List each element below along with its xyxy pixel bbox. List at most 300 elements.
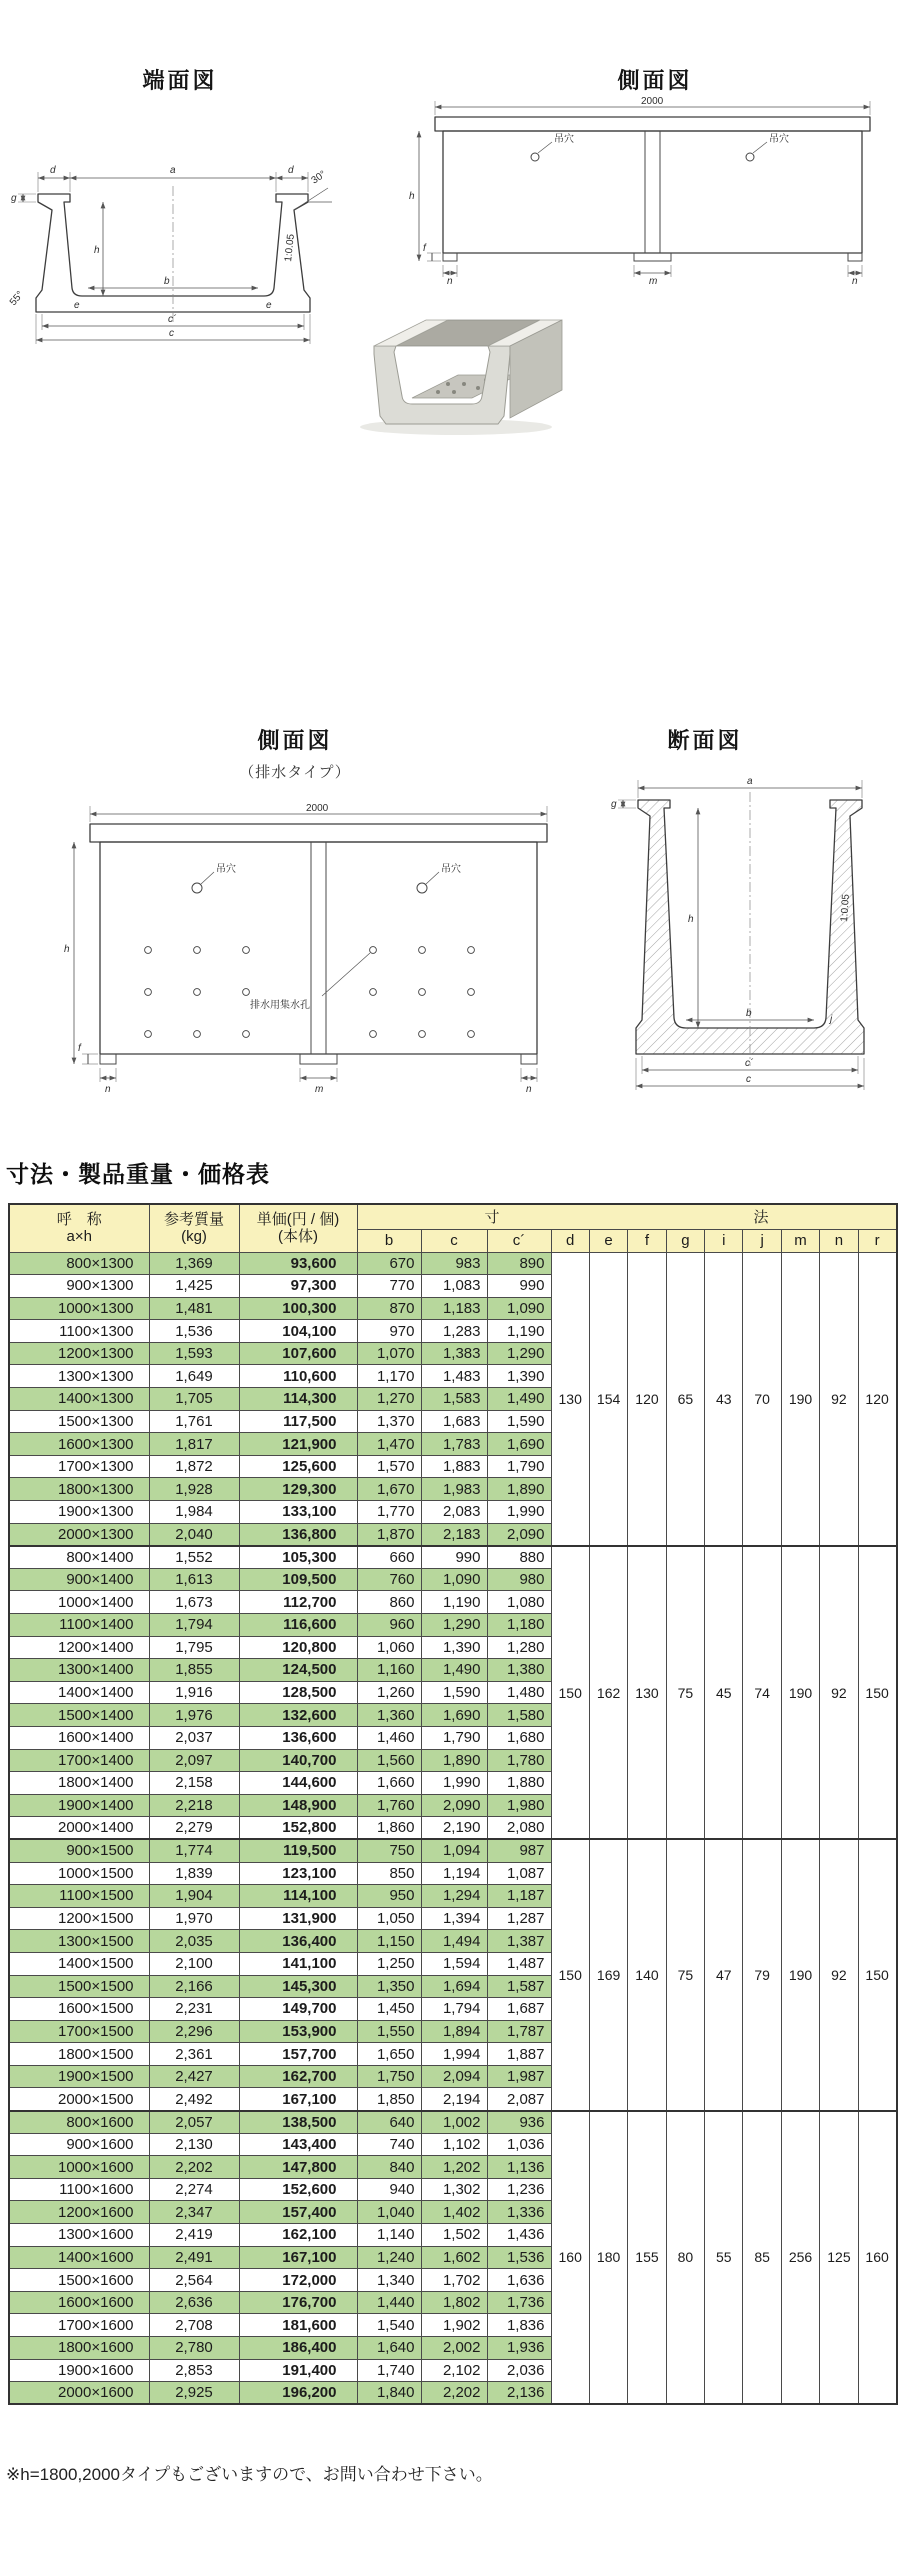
price-cell: 131,900 (239, 1907, 357, 1930)
dim-b-cell: 1,160 (357, 1659, 421, 1682)
dim-b-cell: 1,660 (357, 1772, 421, 1795)
mass-cell: 1,976 (149, 1704, 239, 1727)
mass-cell: 2,492 (149, 2088, 239, 2111)
table-title: 寸法・製品重量・価格表 (6, 1161, 270, 1187)
group-dim-cell-g: 80 (666, 2111, 704, 2405)
mass-cell: 2,035 (149, 1930, 239, 1953)
dim-b-cell: 1,250 (357, 1952, 421, 1975)
mass-cell: 2,130 (149, 2133, 239, 2156)
name-cell: 1000×1300 (9, 1297, 149, 1320)
col-header-dim-e: e (589, 1229, 627, 1252)
dim-b-cell: 1,370 (357, 1410, 421, 1433)
length-2000-label: 2000 (306, 803, 329, 814)
dim-cprime-cell: 1,990 (487, 1501, 551, 1524)
dim-b-cell: 960 (357, 1614, 421, 1637)
dim-c-cell: 1,594 (421, 1952, 487, 1975)
group-dim-cell-d: 150 (551, 1546, 589, 1840)
lifting-hole-label-left: 吊穴 (554, 134, 574, 145)
name-cell: 1800×1600 (9, 2337, 149, 2360)
dim-label-e-right: e (266, 300, 272, 311)
dim-c-cell: 2,202 (421, 2382, 487, 2405)
name-cell: 1400×1600 (9, 2246, 149, 2269)
drain-side-view-title: 側面図 (257, 728, 333, 753)
mass-cell: 2,708 (149, 2314, 239, 2337)
dim-c-cell: 1,494 (421, 1930, 487, 1953)
price-cell: 133,100 (239, 1501, 357, 1524)
price-cell: 152,600 (239, 2178, 357, 2201)
angle-55-label: 55° (8, 289, 27, 308)
name-cell: 2000×1600 (9, 2382, 149, 2405)
dim-b-cell: 1,550 (357, 2020, 421, 2043)
mass-cell: 2,491 (149, 2246, 239, 2269)
dim-c-cell: 1,690 (421, 1704, 487, 1727)
dim-b-cell: 1,540 (357, 2314, 421, 2337)
table-header (9, 1204, 897, 1252)
name-cell: 900×1400 (9, 1568, 149, 1591)
dim-c-cell: 1,902 (421, 2314, 487, 2337)
dim-label-c-prime: c´ (745, 1058, 754, 1069)
dim-cprime-cell: 1,736 (487, 2291, 551, 2314)
dim-b-cell: 770 (357, 1275, 421, 1298)
price-cell: 136,400 (239, 1930, 357, 1953)
group-dim-cell-f: 130 (628, 1546, 666, 1840)
mass-cell: 2,202 (149, 2156, 239, 2179)
mass-cell: 2,427 (149, 2065, 239, 2088)
col-header-mass: 参考質量 (kg) (149, 1204, 239, 1252)
name-cell: 1800×1500 (9, 2043, 149, 2066)
dim-b-cell: 970 (357, 1320, 421, 1343)
dim-cprime-cell: 1,336 (487, 2201, 551, 2224)
dim-c-cell: 2,102 (421, 2359, 487, 2382)
mass-cell: 2,361 (149, 2043, 239, 2066)
name-cell: 1000×1400 (9, 1591, 149, 1614)
mass-cell: 1,904 (149, 1885, 239, 1908)
dim-b-cell: 1,060 (357, 1636, 421, 1659)
dim-label-n-right: n (526, 1084, 532, 1095)
col-header-dim-m: m (781, 1229, 819, 1252)
dim-b-cell: 1,450 (357, 1998, 421, 2021)
dim-cprime-cell: 1,390 (487, 1365, 551, 1388)
price-cell: 162,700 (239, 2065, 357, 2088)
price-cell: 136,600 (239, 1726, 357, 1749)
dim-c-cell: 2,083 (421, 1501, 487, 1524)
lifting-hole-label-left: 吊穴 (216, 864, 236, 875)
dim-c-cell: 1,102 (421, 2133, 487, 2156)
name-cell: 1200×1500 (9, 1907, 149, 1930)
end-view-dimensions (8, 165, 332, 344)
group-dim-cell-e: 162 (589, 1546, 627, 1840)
dim-label-b: b (746, 1008, 752, 1019)
mass-cell: 1,970 (149, 1907, 239, 1930)
price-cell: 132,600 (239, 1704, 357, 1727)
mass-cell: 1,794 (149, 1614, 239, 1637)
group-dim-cell-f: 140 (628, 1839, 666, 2110)
footnote: ※h=1800,2000タイプもございますので、お問い合わせ下さい。 (6, 2465, 493, 2484)
dim-b-cell: 850 (357, 1862, 421, 1885)
dim-label-n-left: n (447, 276, 453, 285)
drain-side-view-subtitle: （排水タイプ） (239, 764, 351, 781)
name-cell: 1300×1500 (9, 1930, 149, 1953)
dim-cprime-cell: 880 (487, 1546, 551, 1569)
table-row (9, 1546, 897, 1569)
dim-c-cell: 1,894 (421, 2020, 487, 2043)
name-cell: 1200×1600 (9, 2201, 149, 2224)
dim-cprime-cell: 1,880 (487, 1772, 551, 1795)
name-cell: 900×1500 (9, 1839, 149, 1862)
mass-cell: 1,369 (149, 1252, 239, 1275)
group-dim-cell-m: 256 (781, 2111, 819, 2405)
group-dim-cell-d: 150 (551, 1839, 589, 2110)
dim-cprime-cell: 1,590 (487, 1410, 551, 1433)
price-cell: 162,100 (239, 2224, 357, 2247)
mass-cell: 2,158 (149, 1772, 239, 1795)
name-cell: 1500×1600 (9, 2269, 149, 2292)
dim-c-cell: 1,183 (421, 1297, 487, 1320)
dim-cprime-cell: 1,436 (487, 2224, 551, 2247)
name-cell: 1400×1300 (9, 1388, 149, 1411)
name-cell: 1300×1300 (9, 1365, 149, 1388)
group-dim-cell-i: 45 (705, 1546, 743, 1840)
name-cell: 1400×1500 (9, 1952, 149, 1975)
drain-side-view-outline (90, 824, 547, 1064)
dim-label-m: m (315, 1084, 324, 1095)
price-cell: 129,300 (239, 1478, 357, 1501)
drain-holes-grid (145, 947, 475, 1038)
dim-cprime-cell: 1,887 (487, 2043, 551, 2066)
dim-c-cell: 1,294 (421, 1885, 487, 1908)
price-cell: 100,300 (239, 1297, 357, 1320)
dim-cprime-cell: 1,380 (487, 1659, 551, 1682)
dim-cprime-cell: 1,890 (487, 1478, 551, 1501)
dim-cprime-cell: 1,087 (487, 1862, 551, 1885)
dim-c-cell: 1,783 (421, 1433, 487, 1456)
dim-cprime-cell: 1,036 (487, 2133, 551, 2156)
mass-cell: 1,613 (149, 1568, 239, 1591)
dim-c-cell: 1,990 (421, 1772, 487, 1795)
dim-cprime-cell: 1,236 (487, 2178, 551, 2201)
dim-label-h: h (64, 944, 70, 955)
dim-b-cell: 760 (357, 1568, 421, 1591)
mass-cell: 1,795 (149, 1636, 239, 1659)
mass-cell: 2,636 (149, 2291, 239, 2314)
dim-c-cell: 1,883 (421, 1455, 487, 1478)
dim-c-cell: 1,890 (421, 1749, 487, 1772)
table-row (9, 2111, 897, 2134)
dim-c-cell: 2,090 (421, 1794, 487, 1817)
dim-cprime-cell: 1,580 (487, 1704, 551, 1727)
mass-cell: 2,780 (149, 2337, 239, 2360)
dim-c-cell: 1,983 (421, 1478, 487, 1501)
col-header-dim-c´: c´ (487, 1229, 551, 1252)
group-dim-cell-e: 180 (589, 2111, 627, 2405)
dim-cprime-cell: 2,136 (487, 2382, 551, 2405)
name-cell: 900×1600 (9, 2133, 149, 2156)
dim-b-cell: 1,850 (357, 2088, 421, 2111)
dim-cprime-cell: 1,987 (487, 2065, 551, 2088)
dim-c-cell: 2,094 (421, 2065, 487, 2088)
mass-cell: 2,853 (149, 2359, 239, 2382)
lifting-hole-label-right: 吊穴 (441, 864, 461, 875)
mass-cell: 1,593 (149, 1342, 239, 1365)
group-dim-cell-r: 150 (858, 1546, 896, 1840)
group-dim-cell-d: 130 (551, 1252, 589, 1546)
name-cell: 1200×1300 (9, 1342, 149, 1365)
mass-cell: 2,100 (149, 1952, 239, 1975)
dim-label-g: g (611, 799, 617, 810)
price-cell: 93,600 (239, 1252, 357, 1275)
price-cell: 144,600 (239, 1772, 357, 1795)
price-cell: 140,700 (239, 1749, 357, 1772)
dim-b-cell: 1,640 (357, 2337, 421, 2360)
mass-cell: 2,296 (149, 2020, 239, 2043)
col-header-dim-r: r (858, 1229, 896, 1252)
price-cell: 112,700 (239, 1591, 357, 1614)
mass-cell: 2,419 (149, 2224, 239, 2247)
section-view-title: 断面図 (667, 728, 743, 753)
name-cell: 1800×1400 (9, 1772, 149, 1795)
group-dim-cell-d: 160 (551, 2111, 589, 2405)
mass-cell: 1,481 (149, 1297, 239, 1320)
dim-cprime-cell: 1,680 (487, 1726, 551, 1749)
price-cell: 117,500 (239, 1410, 357, 1433)
product-photo (336, 298, 571, 438)
mass-cell: 1,649 (149, 1365, 239, 1388)
group-dim-cell-f: 155 (628, 2111, 666, 2405)
group-dim-cell-n: 125 (820, 2111, 858, 2405)
dim-cprime-cell: 1,090 (487, 1297, 551, 1320)
dim-label-m: m (649, 276, 658, 285)
price-cell: 114,300 (239, 1388, 357, 1411)
dim-b-cell: 660 (357, 1546, 421, 1569)
group-dim-cell-i: 43 (705, 1252, 743, 1546)
mass-cell: 1,774 (149, 1839, 239, 1862)
name-cell: 1600×1600 (9, 2291, 149, 2314)
price-cell: 138,500 (239, 2111, 357, 2134)
price-cell: 145,300 (239, 1975, 357, 1998)
dim-b-cell: 1,760 (357, 1794, 421, 1817)
price-cell: 186,400 (239, 2337, 357, 2360)
dim-label-f: f (78, 1043, 81, 1054)
dim-cprime-cell: 1,480 (487, 1681, 551, 1704)
col-header-dim-c: c (421, 1229, 487, 1252)
name-cell: 900×1300 (9, 1275, 149, 1298)
group-dim-cell-n: 92 (820, 1839, 858, 2110)
dim-b-cell: 840 (357, 2156, 421, 2179)
dim-b-cell: 1,560 (357, 1749, 421, 1772)
price-cell: 191,400 (239, 2359, 357, 2382)
group-dim-cell-j: 79 (743, 1839, 781, 2110)
dim-label-e-left: e (74, 300, 80, 311)
mass-cell: 2,218 (149, 1794, 239, 1817)
dim-b-cell: 1,360 (357, 1704, 421, 1727)
dim-cprime-cell: 1,836 (487, 2314, 551, 2337)
dim-label-a: a (747, 776, 753, 787)
group-dim-cell-r: 150 (858, 1839, 896, 2110)
dim-b-cell: 1,770 (357, 1501, 421, 1524)
dim-label-c: c (746, 1074, 751, 1085)
dim-cprime-cell: 1,487 (487, 1952, 551, 1975)
price-cell: 152,800 (239, 1817, 357, 1840)
price-cell: 109,500 (239, 1568, 357, 1591)
dim-b-cell: 1,150 (357, 1930, 421, 1953)
col-header-dim-g: g (666, 1229, 704, 1252)
price-cell: 147,800 (239, 2156, 357, 2179)
dim-b-cell: 1,670 (357, 1478, 421, 1501)
group-dim-cell-e: 154 (589, 1252, 627, 1546)
price-cell: 167,100 (239, 2246, 357, 2269)
name-cell: 1900×1300 (9, 1501, 149, 1524)
dim-b-cell: 1,460 (357, 1726, 421, 1749)
price-cell: 128,500 (239, 1681, 357, 1704)
group-dim-cell-g: 75 (666, 1546, 704, 1840)
dim-cprime-cell: 1,787 (487, 2020, 551, 2043)
dim-c-cell: 1,490 (421, 1659, 487, 1682)
dim-b-cell: 740 (357, 2133, 421, 2156)
dim-b-cell: 1,170 (357, 1365, 421, 1388)
price-cell: 120,800 (239, 1636, 357, 1659)
dim-cprime-cell: 2,087 (487, 2088, 551, 2111)
dim-cprime-cell: 1,687 (487, 1998, 551, 2021)
name-cell: 2000×1300 (9, 1523, 149, 1546)
dim-c-cell: 1,390 (421, 1636, 487, 1659)
group-dim-cell-n: 92 (820, 1252, 858, 1546)
price-cell: 104,100 (239, 1320, 357, 1343)
name-cell: 1100×1600 (9, 2178, 149, 2201)
price-cell: 121,900 (239, 1433, 357, 1456)
dim-cprime-cell: 990 (487, 1275, 551, 1298)
mass-cell: 2,097 (149, 1749, 239, 1772)
col-header-dim-n: n (820, 1229, 858, 1252)
dim-c-cell: 983 (421, 1252, 487, 1275)
col-header-dim-b: b (357, 1229, 421, 1252)
price-cell: 107,600 (239, 1342, 357, 1365)
dim-cprime-cell: 1,936 (487, 2337, 551, 2360)
price-cell: 143,400 (239, 2133, 357, 2156)
dim-b-cell: 1,570 (357, 1455, 421, 1478)
dim-label-n-right: n (852, 276, 858, 285)
col-header-dim-d: d (551, 1229, 589, 1252)
name-cell: 800×1400 (9, 1546, 149, 1569)
dim-c-cell: 2,183 (421, 1523, 487, 1546)
dim-b-cell: 1,470 (357, 1433, 421, 1456)
col-header-dim-j: j (743, 1229, 781, 1252)
mass-cell: 2,231 (149, 1998, 239, 2021)
dim-cprime-cell: 1,290 (487, 1342, 551, 1365)
mass-cell: 1,817 (149, 1433, 239, 1456)
dim-b-cell: 1,140 (357, 2224, 421, 2247)
dim-label-d-left: d (50, 165, 56, 176)
price-cell: 105,300 (239, 1546, 357, 1569)
dim-cprime-cell: 1,080 (487, 1591, 551, 1614)
drain-side-view-title-block (180, 724, 410, 782)
angle-30-label: 30° (309, 168, 329, 187)
dim-c-cell: 2,002 (421, 2337, 487, 2360)
name-cell: 1100×1500 (9, 1885, 149, 1908)
dim-label-h: h (688, 914, 694, 925)
dim-c-cell: 1,202 (421, 2156, 487, 2179)
name-cell: 1900×1400 (9, 1794, 149, 1817)
dim-cprime-cell: 1,636 (487, 2269, 551, 2292)
dim-cprime-cell: 1,287 (487, 1907, 551, 1930)
dim-c-cell: 1,602 (421, 2246, 487, 2269)
group-dim-cell-r: 160 (858, 2111, 896, 2405)
mass-cell: 2,564 (149, 2269, 239, 2292)
mass-cell: 1,425 (149, 1275, 239, 1298)
dim-c-cell: 1,402 (421, 2201, 487, 2224)
name-cell: 1700×1500 (9, 2020, 149, 2043)
group-dim-cell-n: 92 (820, 1546, 858, 1840)
name-cell: 1500×1300 (9, 1410, 149, 1433)
dim-b-cell: 1,440 (357, 2291, 421, 2314)
dim-c-cell: 1,194 (421, 1862, 487, 1885)
dim-cprime-cell: 2,080 (487, 1817, 551, 1840)
dim-c-cell: 1,502 (421, 2224, 487, 2247)
dim-cprime-cell: 1,780 (487, 1749, 551, 1772)
name-cell: 1600×1400 (9, 1726, 149, 1749)
mass-cell: 2,057 (149, 2111, 239, 2134)
dim-c-cell: 1,802 (421, 2291, 487, 2314)
price-cell: 97,300 (239, 1275, 357, 1298)
group-dim-cell-j: 70 (743, 1252, 781, 1546)
dim-b-cell: 1,270 (357, 1388, 421, 1411)
dim-c-cell: 1,283 (421, 1320, 487, 1343)
name-cell: 1900×1600 (9, 2359, 149, 2382)
dim-c-cell: 1,483 (421, 1365, 487, 1388)
mass-cell: 1,984 (149, 1501, 239, 1524)
dim-cprime-cell: 1,187 (487, 1885, 551, 1908)
mass-cell: 1,872 (149, 1455, 239, 1478)
dim-cprime-cell: 2,090 (487, 1523, 551, 1546)
dim-b-cell: 1,240 (357, 2246, 421, 2269)
price-cell: 141,100 (239, 1952, 357, 1975)
dim-cprime-cell: 987 (487, 1839, 551, 1862)
group-dim-cell-m: 190 (781, 1839, 819, 2110)
dim-cprime-cell: 1,136 (487, 2156, 551, 2179)
price-cell: 172,000 (239, 2269, 357, 2292)
table-row (9, 1839, 897, 1862)
table-row (9, 1252, 897, 1275)
end-view-title: 端面図 (142, 68, 218, 93)
drain-side-view-drawing (60, 800, 575, 1100)
mass-cell: 1,916 (149, 1681, 239, 1704)
lifting-hole-label-right: 吊穴 (769, 134, 789, 145)
dim-cprime-cell: 1,587 (487, 1975, 551, 1998)
col-header-name: 呼 称 a×h (9, 1204, 149, 1252)
dim-b-cell: 1,260 (357, 1681, 421, 1704)
name-cell: 1800×1300 (9, 1478, 149, 1501)
mass-cell: 2,040 (149, 1523, 239, 1546)
group-dim-cell-e: 169 (589, 1839, 627, 2110)
group-dim-cell-g: 65 (666, 1252, 704, 1546)
dim-b-cell: 640 (357, 2111, 421, 2134)
name-cell: 1400×1400 (9, 1681, 149, 1704)
dim-cprime-cell: 1,790 (487, 1455, 551, 1478)
dim-b-cell: 1,750 (357, 2065, 421, 2088)
dim-label-g: g (11, 193, 17, 204)
dim-cprime-cell: 1,280 (487, 1636, 551, 1659)
dim-c-cell: 1,383 (421, 1342, 487, 1365)
name-cell: 1900×1500 (9, 2065, 149, 2088)
dim-label-j: j (830, 1014, 833, 1025)
mass-cell: 1,673 (149, 1591, 239, 1614)
dim-label-c-prime: c´ (168, 314, 177, 325)
group-dim-cell-m: 190 (781, 1252, 819, 1546)
dim-label-n-left: n (105, 1084, 111, 1095)
side-view-dimensions (409, 96, 870, 285)
dim-c-cell: 1,190 (421, 1591, 487, 1614)
price-cell: 136,800 (239, 1523, 357, 1546)
price-cell: 124,500 (239, 1659, 357, 1682)
